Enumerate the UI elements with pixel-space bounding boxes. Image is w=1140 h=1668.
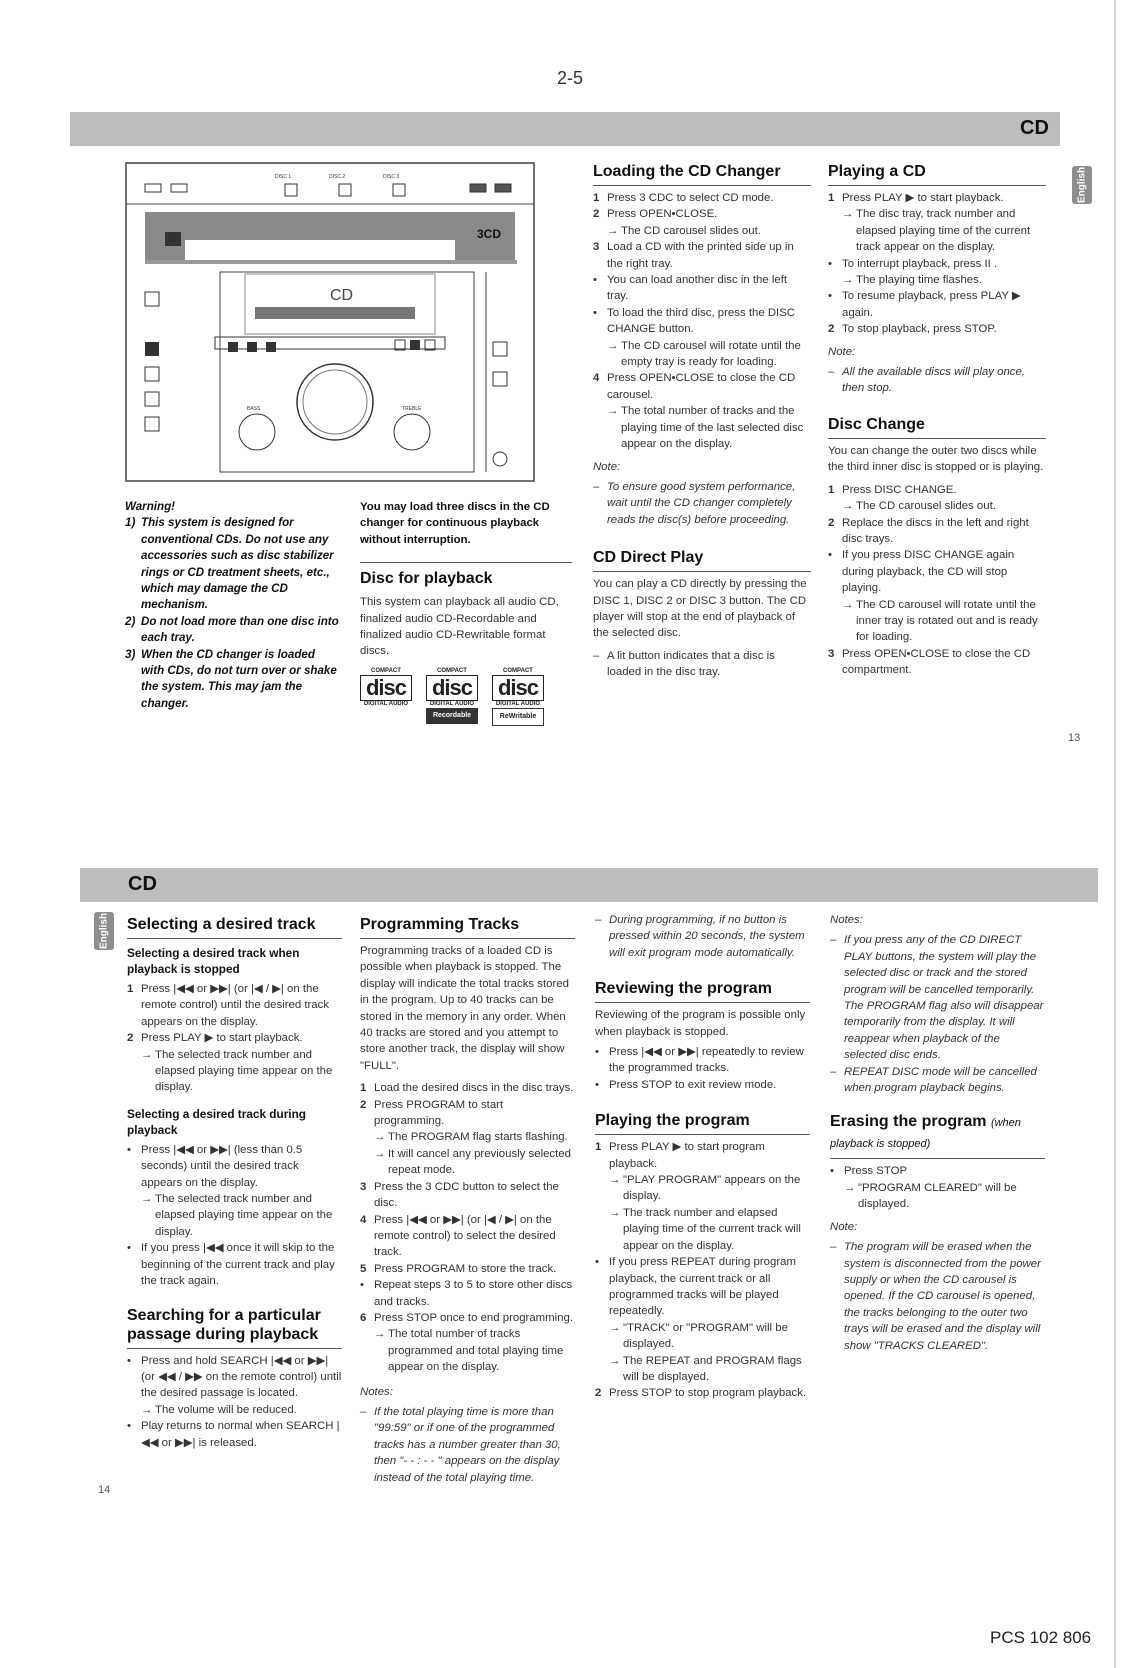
playing-title: Playing a CD [828,162,1046,186]
playing-column: Playing a CD 1 Press PLAY ▶ to start playback. → The disc tray, track number and elapsed playing time of the current track appear on the display. • To interrupt playback, press II . → The playing time flashes. • To resume playback, press PLAY ▶ again. 2 To stop playback, press STOP. Note: – All the available discs will play once, then stop. Disc Change You can change the outer two discs while the third inner disc is stopped or is playing. 1 Press DISC CHANGE. → The CD carousel slides out. 2 Replace the discs in the left and right disc trays. • If you press DISC CHANGE again during playback, the CD will stop playing. → The CD carousel will rotate until the inner tray is rotated out and is ready for loading. 3 Press OPEN•CLOSE to close the CD compartment. [828,162,1046,679]
bass-knob [239,414,275,450]
disc-playback-title: Disc for playback [360,570,493,588]
disc-label-2: DISC 2 [329,174,346,180]
treble-label: TREBLE [402,406,422,412]
warning-item: 3) When the CD changer is loaded with CDs, do not turn over or shake the system. This may jam the changer. [125,647,337,710]
reviewing-title: Reviewing the program [595,979,810,1003]
disc-change-title: Disc Change [828,415,1046,439]
erasing-column: Notes: – If you press any of the CD DIRECT PLAY buttons, the system will play the selected disc or track and the stored program will be cancelled temporarily. The PROGRAM flag also will disappear temporarily from the display. It will reappear when playback of the selected disc ends. – REPEAT DISC mode will be cancelled when program playback begins. Erasing the program (when playback is stopped) • Press STOP → "PROGRAM CLEARED" will be displayed. Note: – The program will be erased when the system is disconnected from the power supply or when the CD carousel is opened. If the CD carousel is opened, the tracks belonging to the outer two trays will be erased and the display will show "TRACKS CLEARED". [830,914,1044,1352]
cd-recordable-logo: COMPACT disc DIGITAL AUDIO Recordable [426,668,478,726]
disc-logos [360,668,572,726]
disc-label-3: DISC 3 [383,174,400,180]
disc-label-1: DISC 1 [275,174,292,180]
programming-column: Programming Tracks Programming tracks of a loaded CD is possible when playback is stopped. The display will indicate the total tracks stored in the program. Up to 40 tracks can be stored in the memory in any order. When 40 tracks are stored and you attempt to store another track, the display will show "FULL". 1 Load the desired discs in the disc trays. 2 Press PROGRAM to start programming. → The PROGRAM flag starts flashing. → It will cancel any previously selected repeat mode. 3 Press the 3 CDC button to select the disc. 4 Press |◀◀ or ▶▶| (or |◀ / ▶| on the remote control) to select the desired track. 5 Press PROGRAM to store the track. • Repeat steps 3 to 5 to store other discs and tracks. 6 Press STOP once to end programming. → The total number of tracks programmed and total playing time appear on the display. Notes: – If the total playing time is more than "99:59" or if one of the programmed tracks has a number greater than 30, then "- - : - - " appears on the display instead of the total playing time. [360,916,574,1484]
compact-disc-logo: COMPACT disc DIGITAL AUDIO [360,668,412,726]
reviewing-column: – During programming, if no button is pressed within 20 seconds, the system will exit program mode automatically. Reviewing the program Reviewing of the program is possible only when playback is stopped. • Press |◀◀ or ▶▶| repeatedly to review the programmed tracks. • Press STOP to exit review mode. Playing the program 1 Press PLAY ▶ to start program playback. → "PLAY PROGRAM" appears on the display. → The track number and elapsed playing time of the current track will appear on the display. • If you press REPEAT during program playback, the current track or all programmed tracks will be played repeatedly. → "TRACK" or "PROGRAM" will be displayed. → The REPEAT and PROGRAM flags will be displayed. 2 Press STOP to stop program playback. [595,912,810,1402]
disc-playback-body: This system can playback all audio CD, finalized audio CD-Recordable and finalized audio CD-Rewritable format discs. [360,596,559,658]
playing-program-title: Playing the program [595,1111,810,1135]
loading-column: Loading the CD Changer 1 Press 3 CDC to select CD mode. 2 Press OPEN•CLOSE. → The CD carousel slides out. 3 Load a CD with the printed side up in the right tray. • You can load another disc in the left tray. • To load the third disc, press the DISC CHANGE button. → The CD carousel will rotate until the empty tray is ready for loading. 4 Press OPEN•CLOSE to close the CD carousel. → The total number of tracks and the playing time of the last selected disc appear on the display. Note: – To ensure good system performance, wait until the CD changer completely reads the disc(s) before proceeding. CD Direct Play You can play a CD directly by pressing the DISC 1, DISC 2 or DISC 3 button. The CD player will stop at the end of playback of the selected disc. – A lit button indicates that a disc is loaded in the disc tray. [593,162,811,681]
page-header: 2-5 [556,68,583,88]
warning-title: Warning! [125,500,176,513]
bass-label: BASS [247,406,261,412]
language-tab-top: English [1072,166,1092,204]
language-tab-bottom: English [94,912,114,950]
section-band-bottom [80,868,1098,902]
volume-knob [297,364,373,440]
page-number-14: 14 [98,1484,111,1496]
load-info: You may load three discs in the CD changer for continuous playback without interruption. [360,501,550,546]
programming-title: Programming Tracks [360,915,575,939]
direct-play-title: CD Direct Play [593,548,811,572]
page-number-13: 13 [1068,732,1081,744]
device-illustration [125,162,535,482]
searching-title: Searching for a particular passage during playback [127,1306,342,1349]
warning-item: 2) Do not load more than one disc into each tray. [125,614,339,645]
document-code: PCS 102 806 [990,1628,1092,1647]
brand-3cd: 3CD [477,227,502,241]
band-label-cd: CD [1020,117,1049,139]
warning-block [125,499,340,712]
display-cd: CD [330,287,354,304]
band-label-cd-bottom: CD [128,873,157,895]
select-track-title: Selecting a desired track [127,915,342,939]
cd-rewritable-logo: COMPACT disc DIGITAL AUDIO ReWritable [492,668,544,726]
page-edge [1114,0,1116,1668]
treble-knob [394,414,430,450]
erasing-title: Erasing the program (when playback is stopped) [830,1112,1045,1159]
section-band-top [70,112,1060,146]
selecting-column: Selecting a desired track Selecting a desired track when playback is stopped 1 Press |◀◀ or ▶▶| (or |◀ / ▶| on the remote control) until the desired track appears on the display. 2 Press PLAY ▶ to start playback. → The selected track number and elapsed playing time appear on the display. Selecting a desired track during playback • Press |◀◀ or ▶▶| (less than 0.5 seconds) until the desired track appears on the display. → The selected track number and elapsed playing time appear on the display. • If you press |◀◀ once it will skip to the beginning of the current track and play the track again. Searching for a particular passage during playback • Press and hold SEARCH |◀◀ or ▶▶| (or ◀◀ / ▶▶ on the remote control) until the desired passage is located. → The volume will be reduced. • Play returns to normal when SEARCH |◀◀ or ▶▶| is released. [127,916,342,1449]
loading-title: Loading the CD Changer [593,162,811,186]
warning-item: 1) This system is designed for conventional CDs. Do not use any accessories such as disc stabilizer rings or CD treatment sheets, etc., which may damage the CD mechanism. [125,516,334,612]
disc-info-column [360,499,572,726]
